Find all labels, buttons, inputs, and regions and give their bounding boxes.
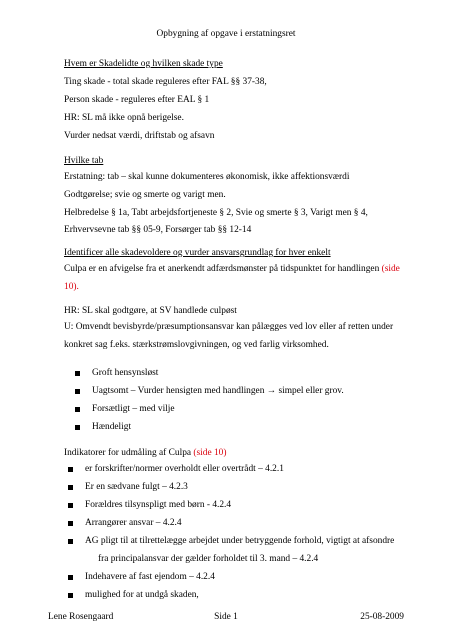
paragraph-line [64,448,226,459]
paragraph-text: Indikatorer for udmåling af Culpa [64,448,192,458]
bullet-icon [68,575,73,580]
bullet-icon [75,389,80,394]
footer-date: 25-08-2009 [360,612,404,622]
section-heading-skadelidte: Hvem er Skadelidte og hvilken skade type [64,59,223,69]
bullet-icon [75,371,80,376]
list-item: Indehavere af fast ejendom – 4.2.4 [85,572,215,582]
section-heading-skadevoldere: Identificer alle skadevoldere og vurder ansvarsgrundlag for hver enkelt [64,248,331,258]
list-item: mulighed for at undgå skaden, [85,590,199,600]
paragraph-line: konkret sag f.eks. stærkstrømslovgivningen, og ved farlig virksomhed. [64,340,329,350]
paragraph-line: HR: SL skal godtgøre, at SV handlede culpøst [64,306,237,316]
bullet-icon [75,407,80,412]
paragraph-line: Helbredelse § 1a, Tabt arbejdsfortjeneste § 2, Svie og smerte § 3, Varigt men § 4, [64,208,368,218]
list-item: Er en sædvane fulgt – 4.2.3 [85,482,188,492]
list-item-continuation: fra principalansvar der gælder forholdet til 3. mand – 4.2.4 [98,554,319,564]
list-item: AG pligt til at tilrettelægge arbejdet under betryggende forhold, vigtigt at afsondre [85,536,395,546]
paragraph-line: Vurder nedsat værdi, driftstab og afsavn [64,131,215,141]
section-heading-tab: Hvilke tab [64,156,104,166]
paragraph-line: U: Omvendt bevisbyrde/præsumptionsansvar kan pålægges ved lov eller af retten under [64,322,394,332]
footer-page-number: Side 1 [214,612,238,622]
bullet-icon [68,485,73,490]
list-item: Forsætligt – med vilje [92,404,175,414]
bullet-icon [68,503,73,508]
page-reference: (side 10) [193,448,227,458]
paragraph-line: Erhvervsevne tab §§ 05-9, Forsørger tab §§ 12-14 [64,225,252,235]
paragraph-line: Ting skade - total skade reguleres efter FAL §§ 37-38, [64,77,267,87]
list-item: Forældres tilsynspligt med børn - 4.2.4 [85,500,232,510]
paragraph-line: Godtgørelse; svie og smerte og varigt men. [64,190,226,200]
paragraph-line: HR: SL må ikke opnå berigelse. [64,113,184,123]
list-item: er forskrifter/normer overholdt eller overtrådt – 4.2.1 [85,464,284,474]
bullet-icon [68,467,73,472]
paragraph-line: Erstatning: tab – skal kunne dokumenteres økonomisk, ikke affektionsværdi [64,172,350,182]
list-item: Hændeligt [92,422,132,432]
bullet-icon [68,539,73,544]
bullet-icon [75,425,80,430]
list-item: Groft hensynsløst [92,368,159,378]
bullet-icon [68,521,73,526]
paragraph-line: Person skade - reguleres efter EAL § 1 [64,95,210,105]
page-reference: (side [381,264,400,274]
list-item: Uagtsomt – Vurder hensigten med handlingen → simpel eller grov. [92,386,344,396]
paragraph-text: Culpa er en afvigelse fra et anerkendt adfærdsmønster på tidspunktet for handlingen [64,264,380,274]
bullet-icon [68,593,73,598]
footer-author: Lene Rosengaard [48,612,114,622]
page-header: Opbygning af opgave i erstatningsret [156,29,296,39]
list-item: Arrangører ansvar – 4.2.4 [85,518,182,528]
page-reference: 10). [64,282,79,292]
paragraph-line [64,264,400,275]
